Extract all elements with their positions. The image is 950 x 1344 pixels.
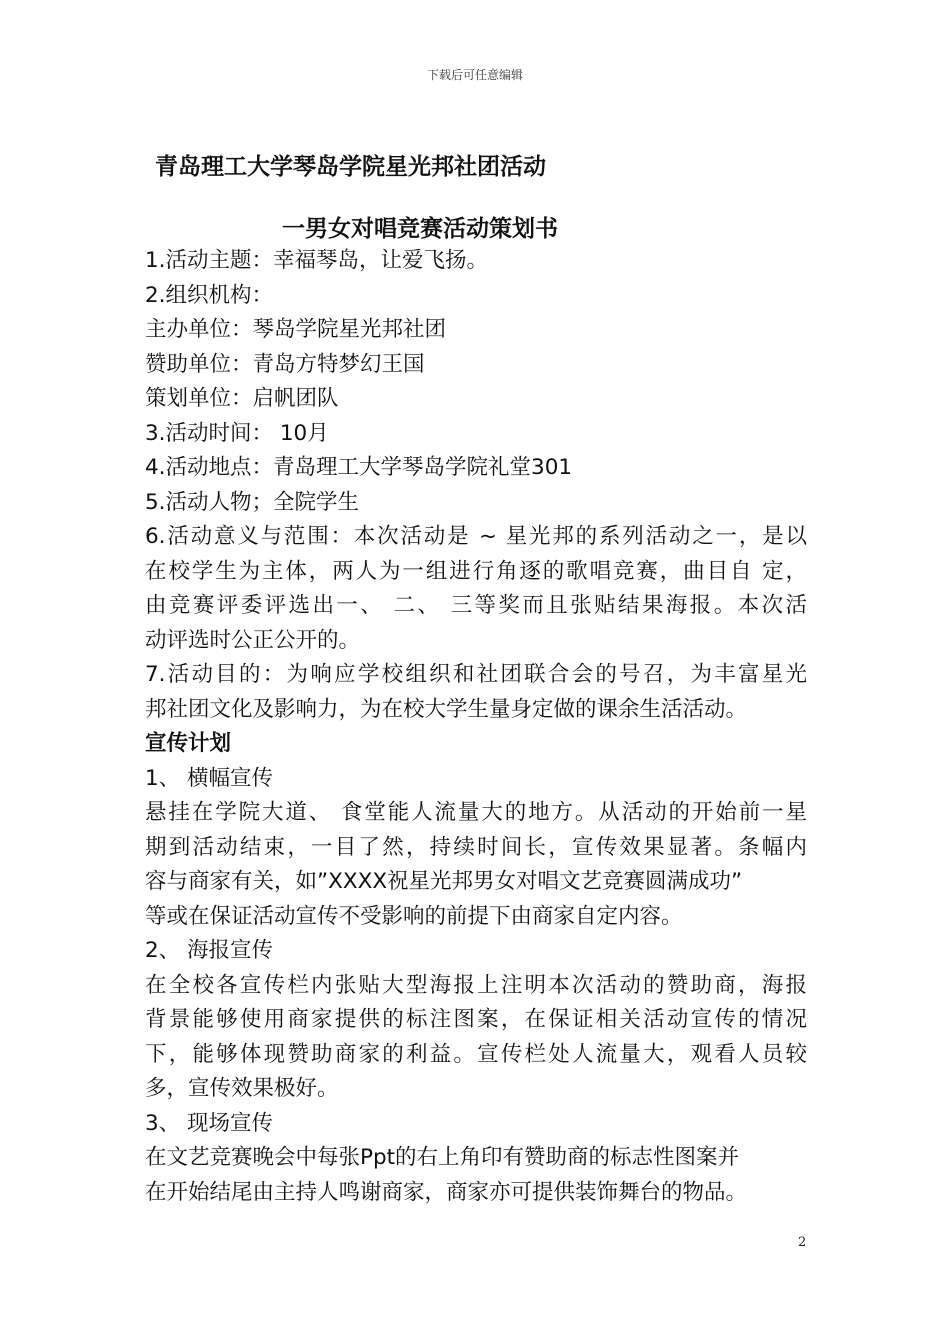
onsite-line-1: 在文艺竞赛晚会中每张Ppt的右上角印有赞助商的标志性图案并 — [145, 1145, 740, 1170]
significance-line-3: 由竞赛评委评选出一、 二、 三等奖而且张贴结果海报。本次活 — [145, 593, 807, 618]
header-note: 下载后可任意编辑 — [426, 68, 523, 82]
planner-line: 策划单位：启帆团队 — [145, 386, 339, 411]
poster-line-1: 在全校各宣传栏内张贴大型海报上注明本次活动的赞助商，海报 — [145, 972, 807, 998]
banner-line-3: 容与商家有关，如”XXXX祝星光邦男女对唱文艺竞赛圆满成功” — [145, 869, 743, 894]
poster-line-2: 背景能够使用商家提供的标注图案，在保证相关活动宣传的情况 — [145, 1007, 807, 1032]
poster-line-3: 下，能够体现赞助商家的利益。宣传栏处人流量大，观看人员较 — [145, 1041, 807, 1067]
theme-line: 1.活动主题：幸福琴岛，让爱飞扬。 — [145, 248, 489, 273]
poster-line-4: 多，宣传效果极好。 — [145, 1076, 339, 1101]
participants-line: 5.活动人物；全院学生 — [145, 489, 360, 515]
sponsor-line: 赞助单位：青岛方特梦幻王国 — [145, 351, 425, 377]
document-subtitle: 一男女对唱竞赛活动策划书 — [282, 216, 558, 242]
host-line: 主办单位：琴岛学院星光邦社团 — [145, 317, 447, 342]
purpose-line-2: 邦社团文化及影响力，为在校大学生量身定做的课余生活活动。 — [145, 696, 748, 722]
banner-line-2: 期到活动结束，一目了然，持续时间长，宣传效果显著。条幅内 — [145, 834, 807, 860]
banner-heading: 1、 横幅宣传 — [145, 765, 274, 791]
significance-line-2: 在校学生为主体，两人为一组进行角逐的歌唱竞赛，曲目自 定， — [145, 558, 807, 584]
page-number: 2 — [798, 1235, 807, 1250]
location-line: 4.活动地点：青岛理工大学琴岛学院礼堂301 — [145, 455, 573, 480]
significance-line-4: 动评选时公正公开的。 — [145, 627, 361, 653]
publicity-plan-heading: 宣传计划 — [145, 731, 232, 756]
poster-heading: 2、 海报宣传 — [145, 938, 274, 963]
onsite-line-2: 在开始结尾由主持人鸣谢商家，商家亦可提供装饰舞台的物品。 — [145, 1179, 748, 1205]
document-title: 青岛理工大学琴岛学院星光邦社团活动 — [155, 154, 546, 180]
document-body — [145, 244, 807, 1210]
banner-line-1: 悬挂在学院大道、 食堂能人流量大的地方。从活动的开始前一星 — [145, 800, 807, 825]
onsite-heading: 3、 现场宣传 — [145, 1110, 274, 1136]
banner-line-4: 等或在保证活动宣传不受影响的前提下由商家自定内容。 — [145, 903, 683, 929]
significance-line-1: 6.活动意义与范围：本次活动是 ~ 星光邦的系列活动之一，是以 — [145, 524, 807, 549]
time-line: 3.活动时间： 10月 — [145, 420, 329, 446]
purpose-line-1: 7.活动目的：为响应学校组织和社团联合会的号召，为丰富星光 — [145, 662, 807, 687]
organization-heading: 2.组织机构： — [145, 282, 274, 308]
